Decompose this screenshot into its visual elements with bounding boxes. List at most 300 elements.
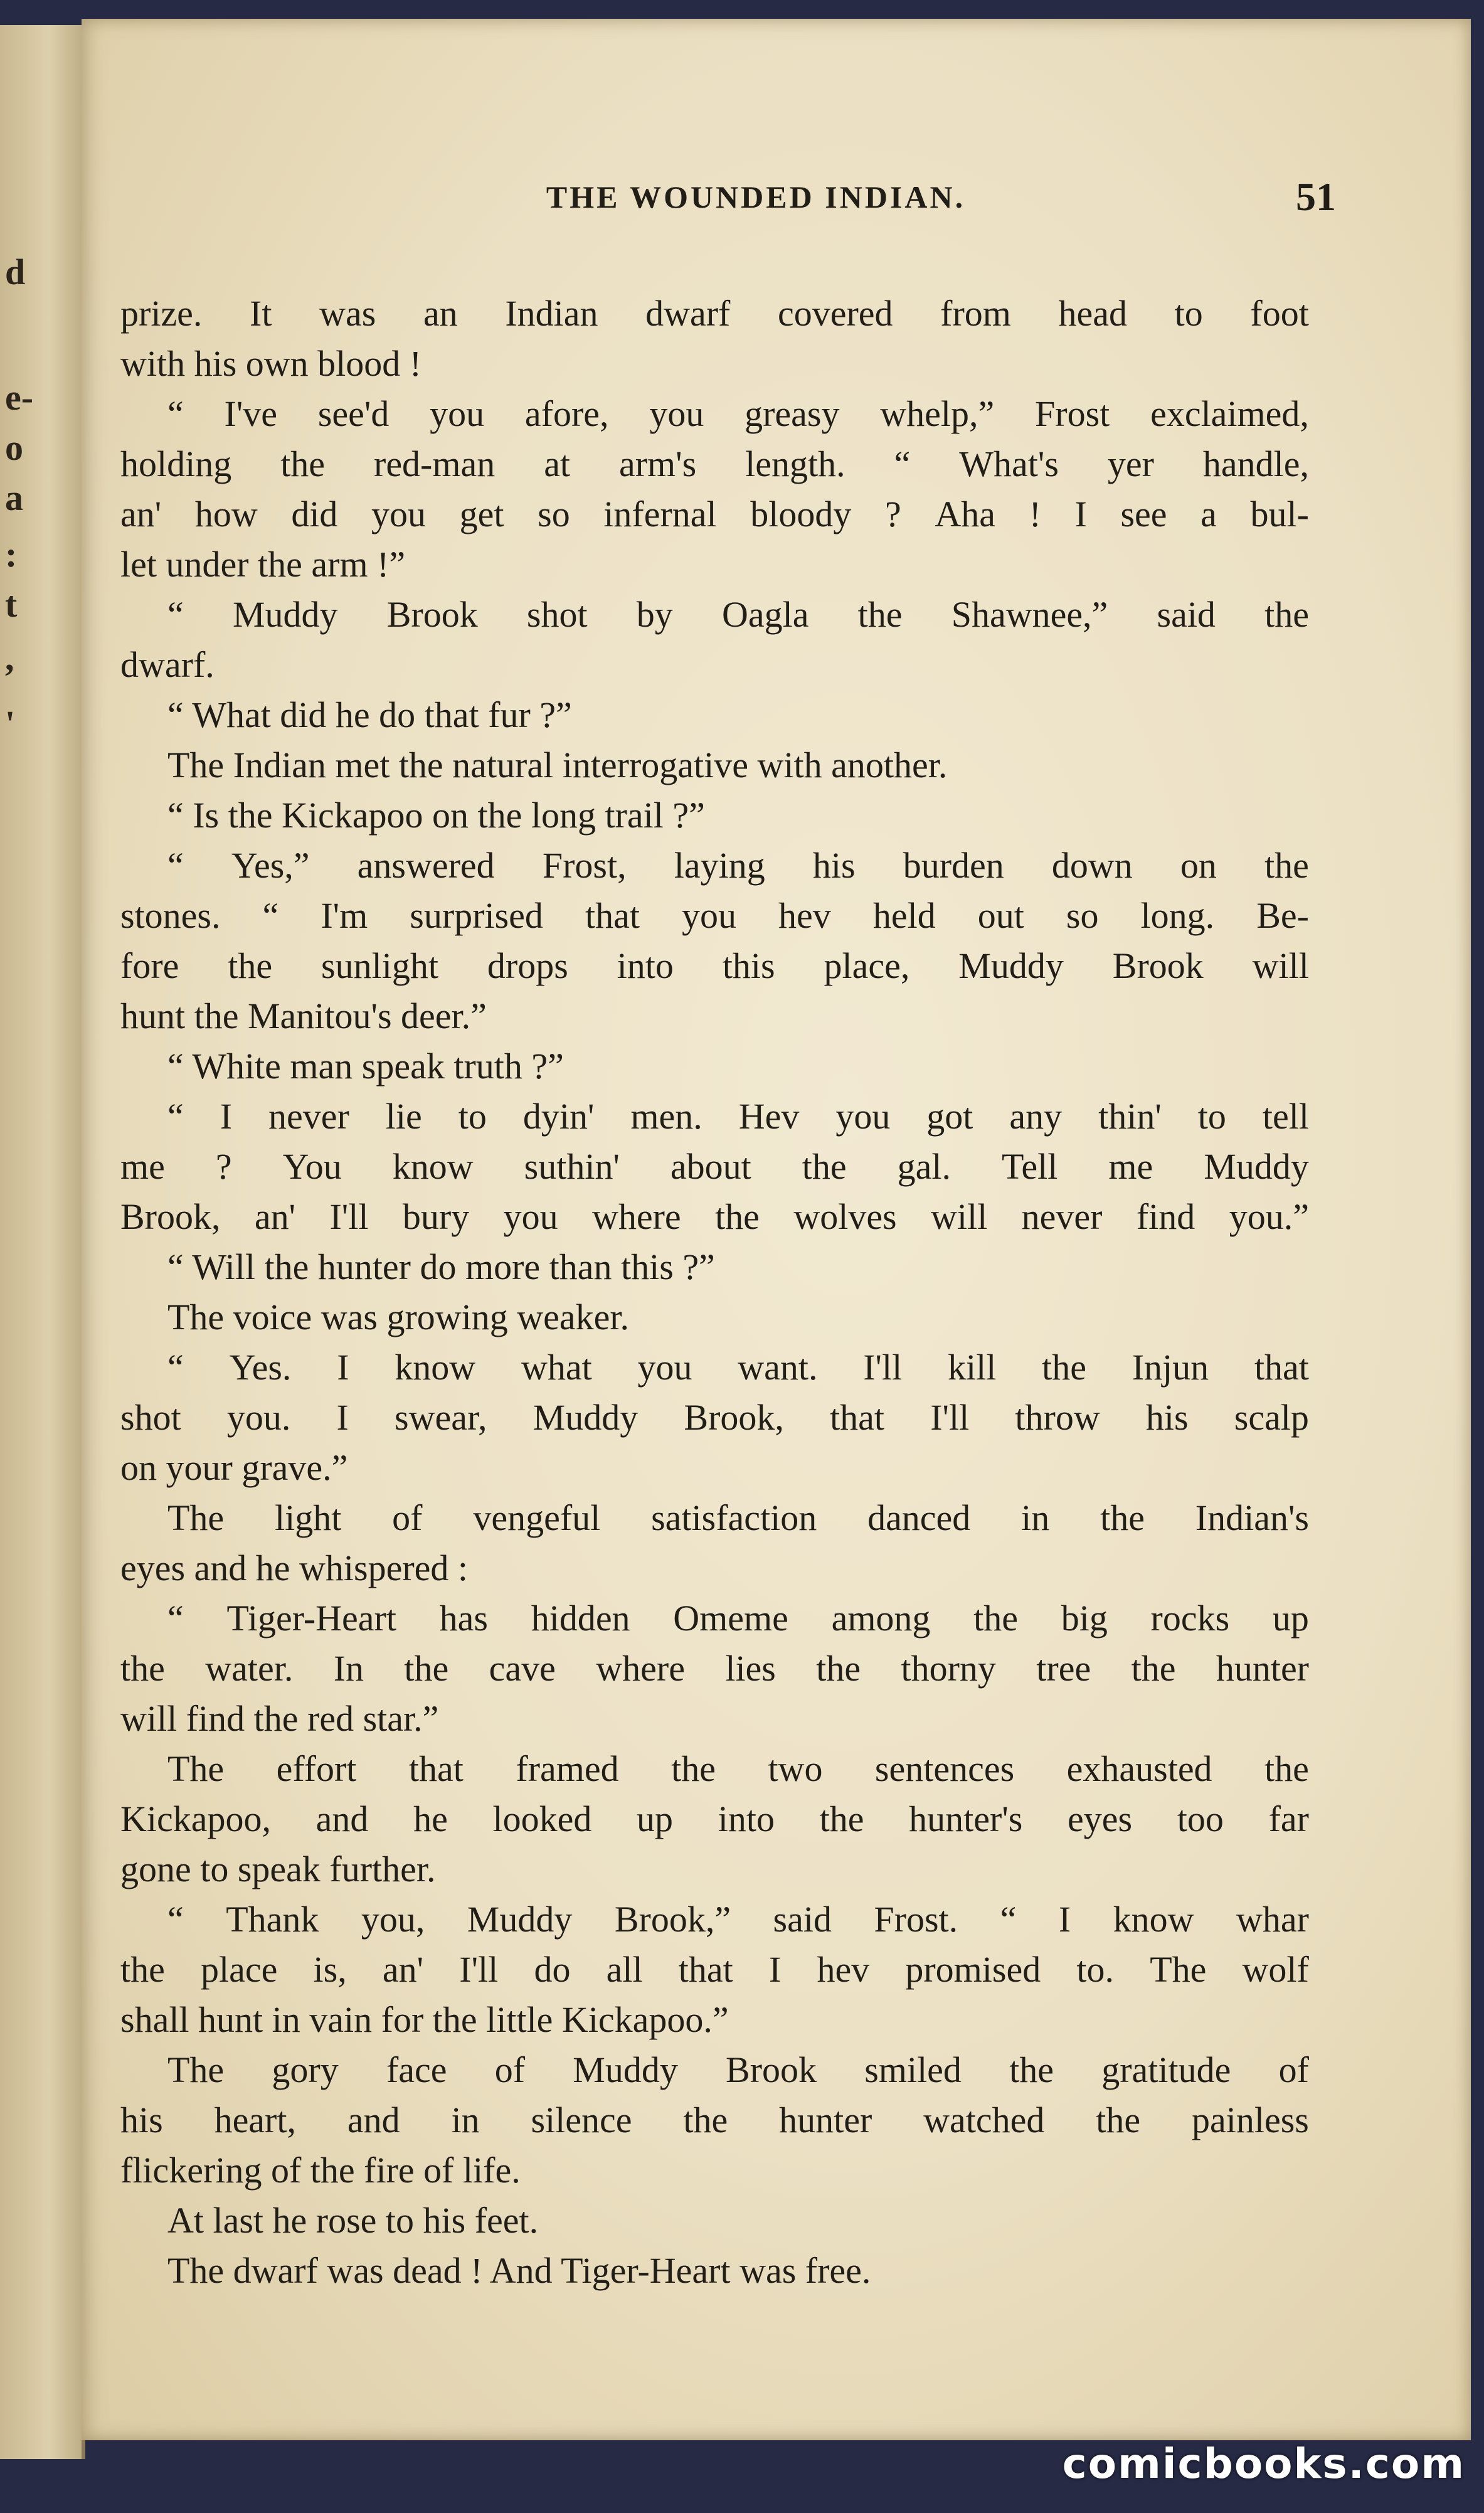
word: shot [526,594,588,635]
word: hunter's [909,1798,1023,1839]
word: an' [120,494,162,534]
word: cave [489,1648,556,1689]
page-header [82,174,1471,229]
word: the [816,1648,861,1689]
word: face [386,2049,447,2090]
word: get [459,494,504,534]
text-line-content: gone to speak further. [120,1849,436,1889]
word: you [503,1196,558,1237]
word: eyes [1068,1798,1133,1839]
word: I [1058,1899,1071,1940]
word: lies [725,1648,776,1689]
text-line [120,1945,1309,1995]
text-line-content: with his own blood ! [120,343,422,384]
word: held [872,895,936,936]
word: dwarf [645,293,731,334]
word: The [167,2049,225,2090]
word: head [1058,293,1128,334]
word: fore [120,945,179,986]
text-line [120,1092,1309,1142]
word: did [291,494,338,534]
text-line [120,389,1309,439]
word: by [636,594,673,635]
previous-page-edge [0,25,85,2459]
text-line [120,339,1309,389]
word: you [430,393,485,434]
word: is, [313,1949,347,1990]
word: hev [778,895,831,936]
word: I'll [863,1347,903,1388]
word: know [1113,1899,1194,1940]
word: the [819,1798,864,1839]
text-line [120,1242,1309,1292]
word: he [413,1798,448,1839]
word: “ [167,594,184,635]
text-line [120,1041,1309,1092]
text-line [120,2196,1309,2246]
word: bloody [750,494,852,534]
word: stones. [120,895,221,936]
text-line [120,841,1309,891]
word: the [1264,594,1309,635]
word: the [1042,1347,1086,1388]
text-line [120,289,1309,339]
word: Aha [935,494,995,534]
prev-page-fragment: e- [5,377,34,418]
word: ? [215,1146,232,1187]
word: and [347,2100,400,2140]
word: long. [1140,895,1215,936]
word: Frost, [542,845,627,886]
word: Injun [1132,1347,1209,1388]
word: know [392,1146,474,1187]
word: foot [1250,293,1309,334]
text-line [120,640,1309,690]
text-line-content: “ White man speak truth ?” [167,1046,564,1086]
word: covered [778,293,893,334]
word: Brook, [684,1397,784,1438]
word: dyin' [522,1096,595,1137]
word: “ [894,444,911,484]
word: satisfaction [651,1497,817,1538]
word: has [439,1598,488,1639]
text-line [120,891,1309,941]
word: you. [226,1397,291,1438]
word: It [250,293,272,334]
word: thorny [901,1648,996,1689]
book-page [82,19,1471,2440]
text-line [120,2045,1309,2095]
word: painless [1192,2100,1309,2140]
page-number: 51 [1296,174,1336,219]
word: length. [745,444,845,484]
word: The [167,1748,225,1789]
word: gal. [897,1146,951,1187]
word: in [451,2100,480,2140]
word: all [606,1949,643,1990]
word: Muddy [467,1899,573,1940]
word: vengeful [473,1497,601,1538]
text-line [120,1995,1309,2045]
word: to [458,1096,487,1137]
word: hidden [531,1598,630,1639]
word: Frost [1035,393,1110,434]
word: to [1197,1096,1226,1137]
word: too [1177,1798,1224,1839]
word: bul- [1250,494,1309,534]
word: of [392,1497,423,1538]
prev-page-fragment: d [5,252,26,292]
word: whelp,” [880,393,995,434]
prev-page-fragment: ' [5,703,16,744]
word: You [282,1146,342,1187]
word: what [521,1347,592,1388]
word: an' [382,1949,424,1990]
word: that [585,895,640,936]
word: the [120,1648,165,1689]
word: Frost. [874,1899,958,1940]
word: that [1254,1347,1309,1388]
word: big [1061,1598,1108,1639]
word: drops [487,945,568,986]
word: Shawnee,” [951,594,1108,635]
word: promised [905,1949,1041,1990]
word: you.” [1229,1196,1309,1237]
running-head: THE WOUNDED INDIAN. [546,179,966,215]
text-line [120,1443,1309,1493]
word: afore, [524,393,609,434]
text-line-content: on your grave.” [120,1447,348,1488]
text-line [120,740,1309,790]
word: I [337,1347,349,1388]
word: how [194,494,258,534]
word: “ [167,1347,184,1388]
word: Brook,” [614,1899,731,1940]
word: laying [674,845,765,886]
word: place [201,1949,278,1990]
text-line [120,690,1309,740]
word: lie [385,1096,422,1137]
word: suthin' [524,1146,620,1187]
word: the [802,1146,847,1187]
word: an [423,293,458,334]
text-line [120,1342,1309,1393]
word: shot [120,1397,181,1438]
text-line [120,1644,1309,1694]
word: so [1066,895,1099,936]
word: The [167,1497,225,1538]
word: on [1180,845,1217,886]
word: answered [357,845,495,886]
word: two [768,1748,823,1789]
prev-page-fragment: o [5,427,23,468]
text-line-content: will find the red star.” [120,1698,439,1739]
word: about [670,1146,751,1187]
word: bury [402,1196,470,1237]
word: looked [492,1798,592,1839]
text-line-content: flickering of the fire of life. [120,2150,521,2191]
word: Omeme [673,1598,788,1639]
word: you [371,494,427,534]
word: I [336,1397,349,1438]
word: see [1120,494,1167,534]
word: The [1150,1949,1207,1990]
text-line-content: let under the arm !” [120,544,406,585]
word: Muddy [1204,1146,1309,1187]
word: where [591,1196,681,1237]
word: smiled [864,2049,962,2090]
text-line [120,1593,1309,1644]
word: the [973,1598,1018,1639]
word: tell [1262,1096,1309,1137]
text-line [120,2246,1309,2296]
word: surprised [410,895,543,936]
word: up [637,1798,674,1839]
word: silence [531,2100,632,2140]
text-line [120,439,1309,489]
text-line-content: The Indian met the natural interrogative with another. [167,745,948,785]
word: you [649,393,704,434]
word: whar [1236,1899,1309,1940]
word: ? [885,494,901,534]
word: into [718,1798,775,1839]
word: “ [167,845,184,886]
text-line [120,1192,1309,1242]
word: the [715,1196,760,1237]
word: swear, [395,1397,487,1438]
word: the [120,1949,165,1990]
word: you [682,895,736,936]
word: Indian's [1195,1497,1309,1538]
prev-page-fragment: t [5,584,18,625]
text-line [120,1744,1309,1794]
word: exclaimed, [1150,393,1309,434]
word: Oagla [721,594,809,635]
word: I'll [329,1196,369,1237]
word: light [275,1497,342,1538]
word: wolves [793,1196,897,1237]
word: rocks [1150,1598,1230,1639]
word: at [544,444,571,484]
text-line [120,1292,1309,1342]
word: sentences [874,1748,1015,1789]
word: that [830,1397,885,1438]
word: the [1264,1748,1309,1789]
prev-page-fragment: , [5,637,14,678]
word: thin' [1098,1096,1162,1137]
word: What's [959,444,1059,484]
word: never [1021,1196,1103,1237]
text-line [120,2095,1309,2145]
word: into [617,945,674,986]
word: the [1009,2049,1054,2090]
word: I [1074,494,1087,534]
word: you [637,1347,692,1388]
text-line-content: “ Is the Kickapoo on the long trail ?” [167,795,705,836]
text-line [120,1794,1309,1844]
word: Kickapoo, [120,1798,271,1839]
word: to [1174,293,1203,334]
word: yer [1107,444,1154,484]
word: of [1278,2049,1309,2090]
text-line [120,1393,1309,1443]
word: throw [1015,1397,1100,1438]
word: know [395,1347,476,1388]
word: and [315,1798,369,1839]
text-line [120,1694,1309,1744]
text-line [120,2145,1309,2196]
word: sunlight [321,945,438,986]
word: his [812,845,856,886]
text-line [120,790,1309,841]
word: me [120,1146,165,1187]
word: hunter [779,2100,872,2140]
text-line-content: The voice was growing weaker. [167,1297,630,1337]
word: I'm [321,895,368,936]
word: tree [1036,1648,1091,1689]
word: Brook [1112,945,1204,986]
word: I've [224,393,278,434]
word: the [280,444,326,484]
text-line [120,1894,1309,1945]
word: Tell [1002,1146,1058,1187]
word: Brook, [120,1196,221,1237]
word: the [1131,1648,1176,1689]
word: so [538,494,570,534]
word: I'll [930,1397,970,1438]
word: Brook [726,2049,817,2090]
word: I [768,1949,782,1990]
word: that [678,1949,733,1990]
word: handle, [1202,444,1309,484]
word: Yes,” [231,845,310,886]
word: out [977,895,1024,936]
word: gory [272,2049,339,2090]
word: was [319,293,376,334]
text-line-content: dwarf. [120,644,215,685]
word: see'd [317,393,390,434]
text-line-content: hunt the Manitou's deer.” [120,996,487,1036]
word: his [1145,1397,1189,1438]
text-line-content: shall hunt in vain for the little Kickapoo.” [120,1999,729,2040]
text-line [120,1543,1309,1593]
word: do [534,1949,571,1990]
prev-page-fragment: a [5,477,23,518]
word: from [940,293,1011,334]
word: down [1051,845,1133,886]
word: danced [867,1497,971,1538]
word: Brook [386,594,478,635]
word: far [1268,1798,1309,1839]
word: of [494,2049,526,2090]
word: the [857,594,903,635]
word: where [596,1648,685,1689]
word: kill [948,1347,997,1388]
word: place, [824,945,910,986]
text-line-content: “ Will the hunter do more than this ?” [167,1246,715,1287]
word: exhausted [1066,1748,1212,1789]
word: “ [167,1899,184,1940]
text-line [120,1493,1309,1543]
word: holding [120,444,232,484]
word: wolf [1242,1949,1309,1990]
word: that [408,1748,464,1789]
word: greasy [745,393,840,434]
text-line [120,991,1309,1041]
word: you [835,1096,891,1137]
word: “ [167,393,184,434]
word: among [831,1598,931,1639]
body-text [120,289,1309,2296]
word: ! [1029,494,1041,534]
word: gratitude [1101,2049,1231,2090]
word: got [926,1096,973,1137]
word: the [1100,1497,1145,1538]
word: “ [167,1096,184,1137]
text-line [120,539,1309,590]
word: hev [817,1949,870,1990]
word: in [1021,1497,1050,1538]
word: will [931,1196,988,1237]
word: will [1252,945,1309,986]
word: the [671,1748,716,1789]
word: Indian [505,293,598,334]
word: find [1136,1196,1195,1237]
word: infernal [603,494,717,534]
word: to. [1076,1949,1115,1990]
word: Muddy [232,594,338,635]
word: the [404,1648,449,1689]
word: never [268,1096,349,1137]
word: Muddy [573,2049,678,2090]
word: the [228,945,273,986]
word: said [773,1899,832,1940]
text-line-content: The dwarf was dead ! And Tiger-Heart was free. [167,2250,871,2291]
word: the [1264,845,1309,886]
watermark: comicbooks.com [1062,2440,1465,2488]
word: men. [630,1096,702,1137]
word: framed [516,1748,619,1789]
word: Be- [1256,895,1309,936]
word: his [120,2100,163,2140]
word: me [1108,1146,1153,1187]
word: Yes. [229,1347,292,1388]
word: this [722,945,775,986]
word: red-man [374,444,496,484]
word: burden [903,845,1004,886]
word: the [683,2100,728,2140]
word: prize. [120,293,203,334]
word: arm's [619,444,697,484]
text-line-content: “ What did he do that fur ?” [167,694,572,735]
word: watched [923,2100,1045,2140]
word: Muddy [958,945,1064,986]
word: “ [1000,1899,1017,1940]
word: said [1157,594,1216,635]
text-line-content: At last he rose to his feet. [167,2200,539,2241]
text-line-content: eyes and he whispered : [120,1548,469,1588]
word: a [1200,494,1217,534]
text-line [120,590,1309,640]
word: hunter [1216,1648,1309,1689]
word: I'll [459,1949,499,1990]
word: the [1096,2100,1141,2140]
word: you, [361,1899,425,1940]
word: effort [276,1748,357,1789]
word: Thank [226,1899,319,1940]
text-line [120,1844,1309,1894]
word: In [333,1648,364,1689]
